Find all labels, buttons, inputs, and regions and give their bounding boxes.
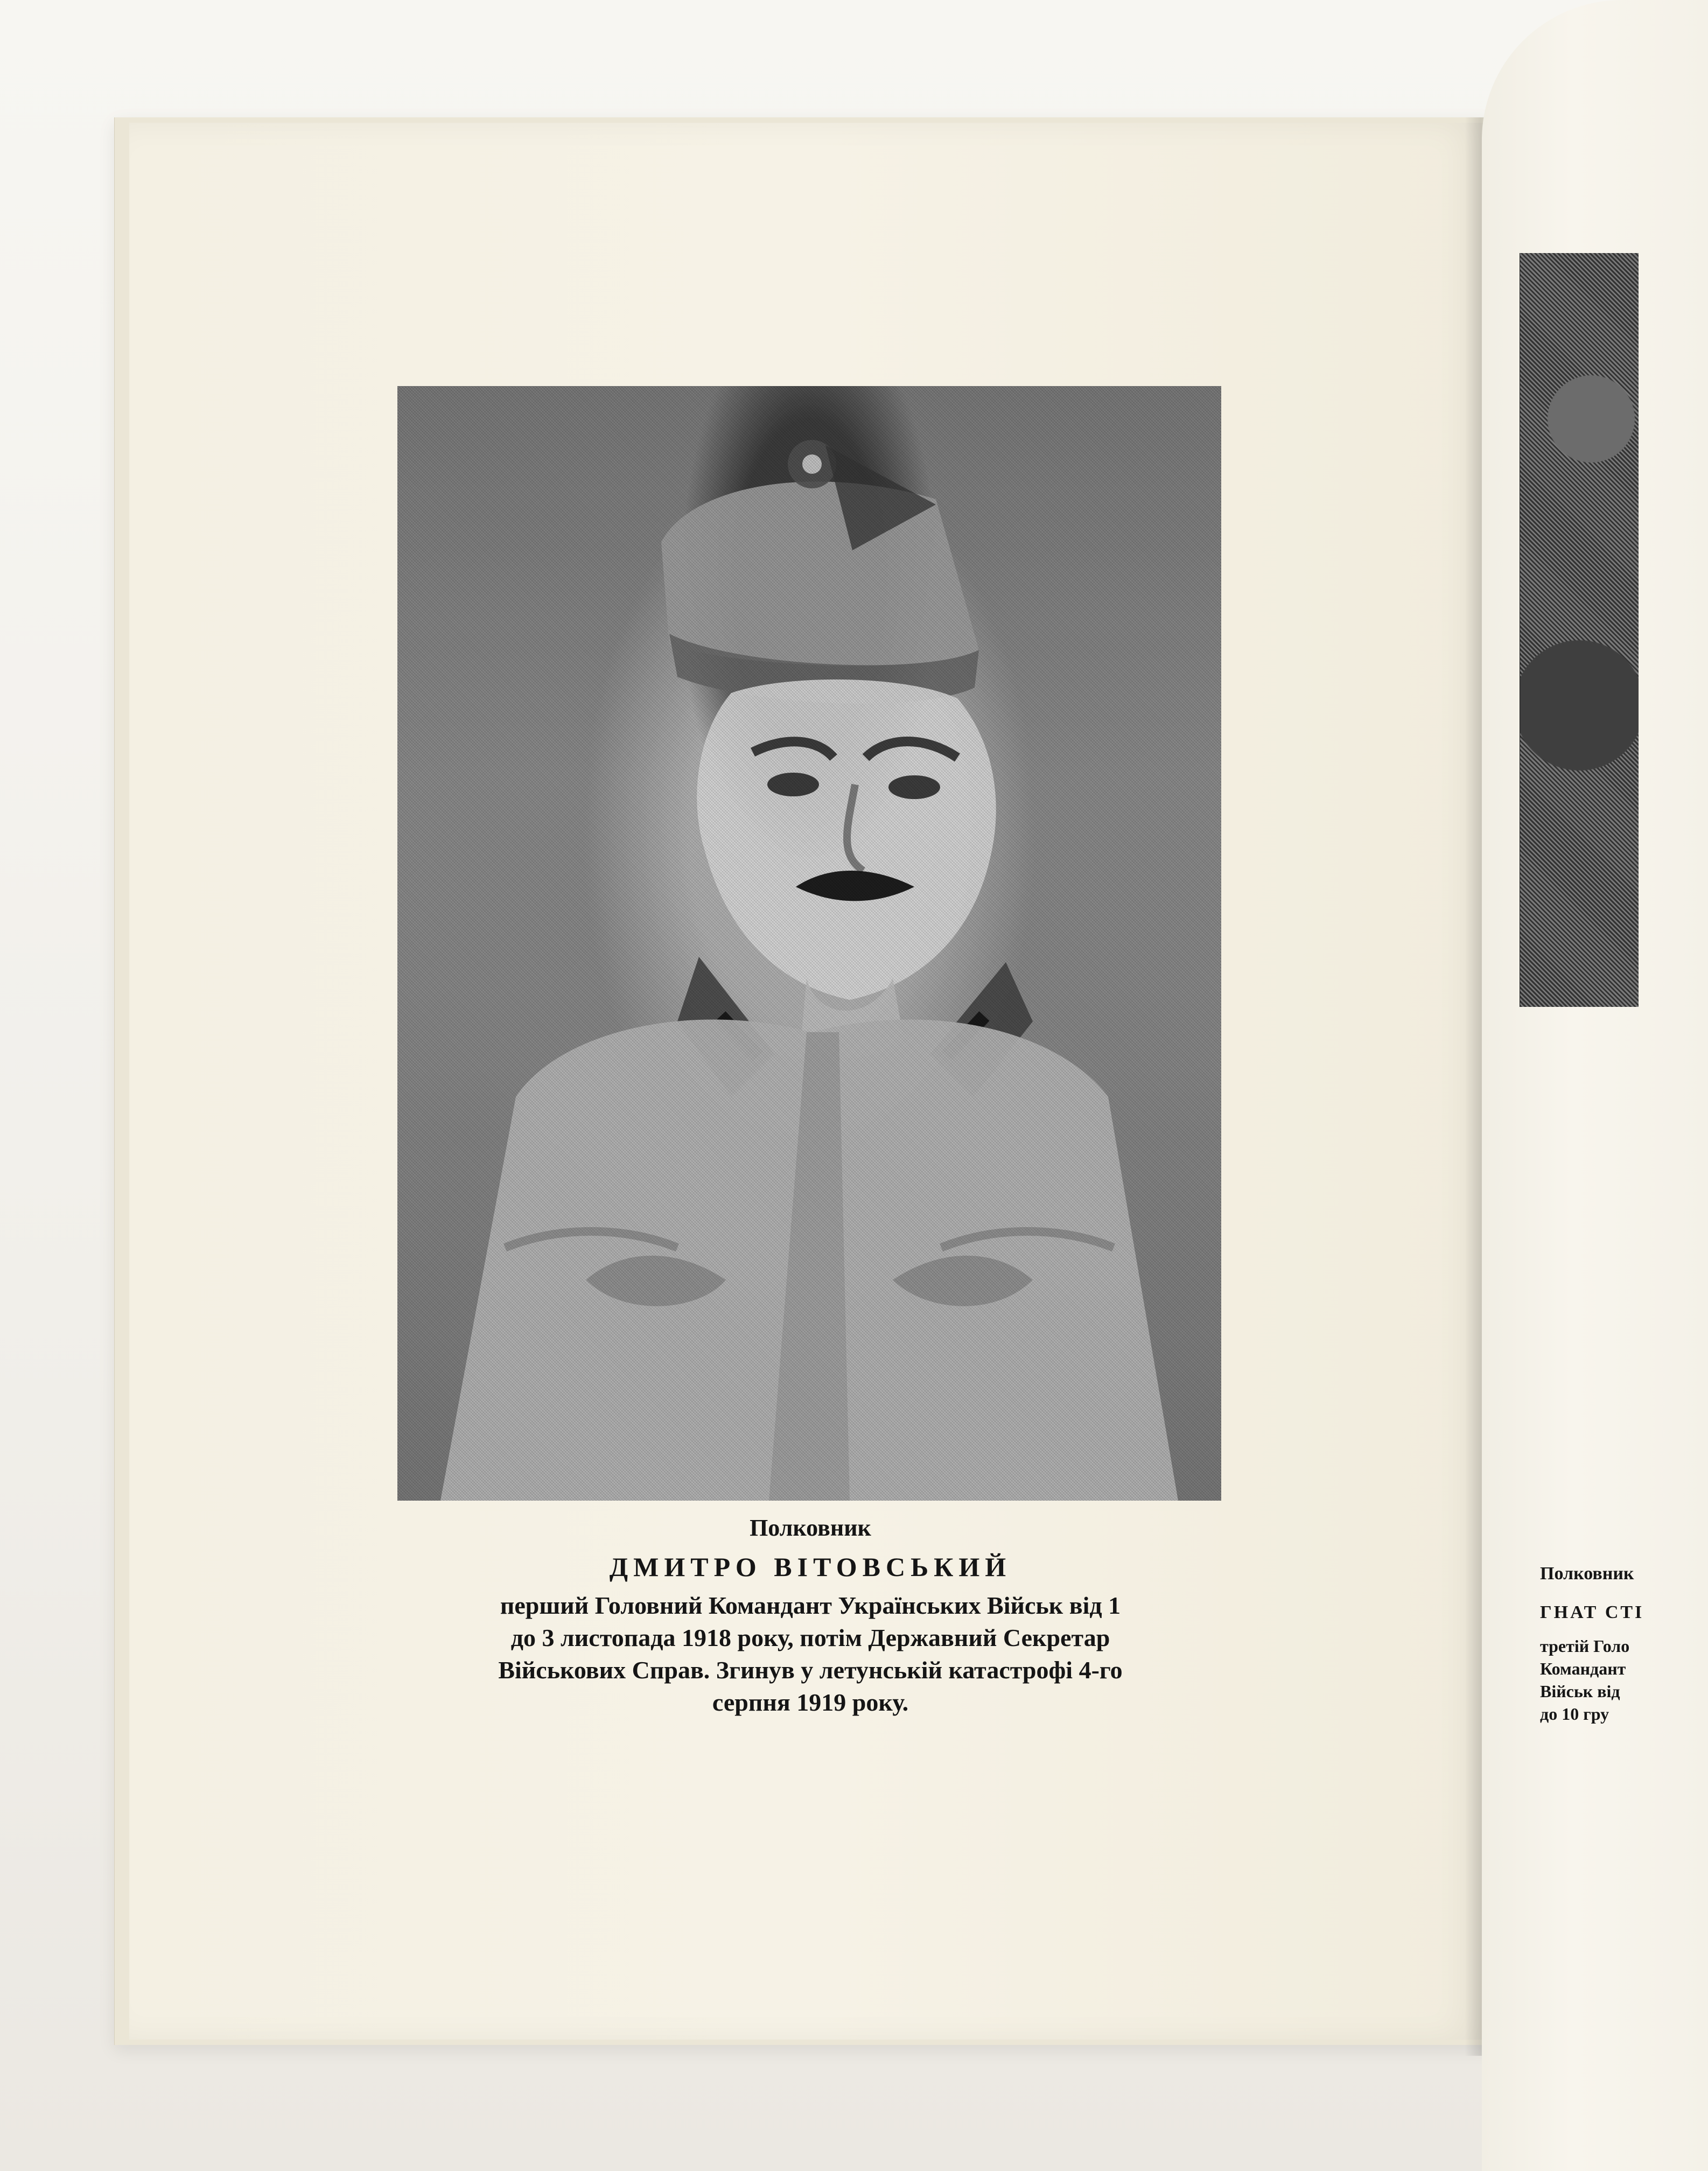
right-page-photo	[1520, 253, 1639, 1007]
caption-name: ДМИТРО ВІТОВСЬКИЙ	[609, 1552, 1012, 1582]
caption-description-line: серпня 1919 року.	[712, 1689, 909, 1716]
portrait-caption	[377, 1513, 1244, 1719]
right-caption-line: Військ від	[1540, 1682, 1620, 1701]
right-caption-rank: Полковник	[1540, 1564, 1634, 1584]
right-caption-name: ГНАТ СТІ	[1540, 1602, 1644, 1622]
right-caption-description	[1540, 1635, 1669, 1725]
caption-description-line: Військових Справ. Згинув у летунській катастрофі 4-го	[498, 1656, 1123, 1684]
portrait-illustration	[397, 386, 1221, 1501]
caption-description-line: до 3 листопада 1918 року, потім Державний Секретар	[510, 1624, 1110, 1651]
caption-rank: Полковник	[750, 1515, 871, 1541]
right-caption-line: третій Голо	[1540, 1636, 1630, 1656]
caption-description-line: перший Головний Командант Українських Військ від 1	[500, 1592, 1121, 1619]
portrait-photo	[397, 386, 1221, 1501]
right-caption-line: Командант	[1540, 1659, 1626, 1678]
caption-description	[377, 1589, 1244, 1719]
right-page-caption	[1540, 1561, 1669, 1725]
right-caption-line: до 10 гру	[1540, 1704, 1609, 1724]
